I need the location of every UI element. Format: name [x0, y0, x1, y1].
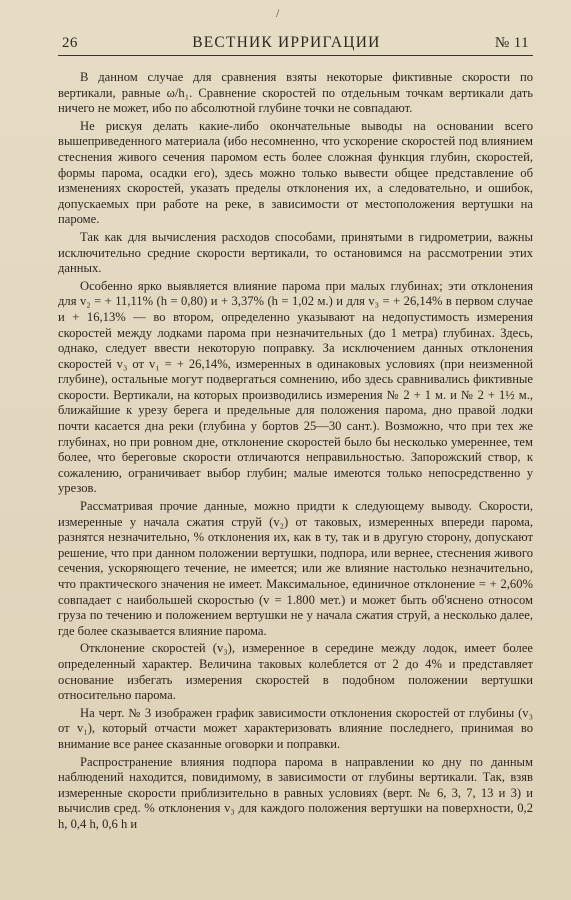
paragraph: Особенно ярко выявляется влияние парома при малых глубинах; эти отклонения для v₂ = + 11,11% (h = 0,80) и + 3,37% (h = 1,02 м.) и для v₃ = + 26,14% в первом случае и + 16,13% — во втором, определенно указывают на недопустимость измерения скоростей между лодками парома при незначительных (до 1 метра) глубинах. Здесь, однако, следует ввести некоторую поправку. За исключением данных отклонения скоростей v₃ от v₁ = + 26,14%, измеренных в одинаковых условиях (при неизменной глубине), остальные могут подвергаться сомнению, ибо здесь сравнивались фиктивные скорости. Вертикали, на которых производились измерения № 2 + 1 м. и № 2 + 1½ м., ближайшие к урезу берега и предельные для положения парома, дно правой лодки почти касается дна реки (глубина у бортов 25—30 сант.). Возможно, что при тех же глубинах, но при ровном дне, отклонение скоростей было бы несколько умереннее, тем более, что береговые скорости отличаются неправильностью. Запорожский створ, к сожалению, ограничивает выбор глубин; малые имеются только непосредственно у урезов.	[58, 278, 533, 496]
body-text	[58, 70, 533, 833]
stray-mark: /	[276, 6, 280, 20]
paragraph: Так как для вычисления расходов способами, принятыми в гидрометрии, важны исключительно средние скорости вертикали, то остановимся на рассмотрении этих данных.	[58, 229, 533, 276]
paragraph: На черт. № 3 изображен график зависимости отклонения скоростей от глубины (v₃ от v₁), который отчасти может характеризовать влияние последнего, принимая во внимание все ранее сказанные оговорки и поправки.	[58, 705, 533, 751]
journal-title: ВЕСТНИК ИРРИГАЦИИ	[192, 34, 381, 51]
page-header	[58, 34, 533, 56]
paragraph: Не рискуя делать какие-либо окончательные выводы на основании всего вышеприведенного материала (ибо несомненно, что ускорение скоростей под влиянием стеснения живого сечения паромом есть более сложная функция глубин, скоростей, формы парома, осадки его), здесь можно только вывести общее представление об изменениях скоростей, указать пределы отклонения их, а следовательно, и ошибок, допускаемых при работе на реке, в зависимости от местоположения вертушки на пароме.	[58, 118, 533, 227]
page-number: 26	[62, 35, 78, 51]
paragraph: Рассматривая прочие данные, можно придти к следующему выводу. Скорости, измеренные у начала сжатия струй (v₂) от таковых, измеренных впереди парома, разнятся незначительно, % отклонения их, как в ту, так и в другую сторону, допускают решение, что при данном положении вертушки, подпора, или вернее, стеснения живого сечения, ускоряющего течение, не имеется; или же влияние настолько незначительно, что практического значения не имеет. Максимальное, единичное отклонение = + 2,60% совпадает с наибольшей скоростью (v = 1.800 мет.) и может быть об'яснено относом груза по течению и положением вертушки не у начала сжатия струй, а несколько далее, где более сказывается влияние парома.	[58, 499, 533, 638]
issue-number: № 11	[494, 35, 529, 51]
paragraph: В данном случае для сравнения взяты некоторые фиктивные скорости по вертикали, равные ω/h₁. Сравнение скоростей по отдельным точкам вертикали дать ничего не может, ибо по абсолютной глубине точки не совпадают.	[58, 70, 533, 116]
paragraph: Отклонение скоростей (v₃), измеренное в середине между лодок, имеет более определенный характер. Величина таковых колеблется от 2 до 4% и представляет основание избегать измерения скоростей в подобном положении вертушки относительно парома.	[58, 641, 533, 703]
paragraph: Распространение влияния подпора парома в направлении ко дну по данным наблюдений находится, повидимому, в зависимости от глубины вертикали. Так, взяв измеренные скорости приблизительно в равных условиях (верт. № 6, 3, 7, 13 и 3) и вычислив сред. % отклонения v₃ для каждого положения вертушки на поверхности, 0,2 h, 0,4 h, 0,6 h и	[58, 754, 533, 831]
